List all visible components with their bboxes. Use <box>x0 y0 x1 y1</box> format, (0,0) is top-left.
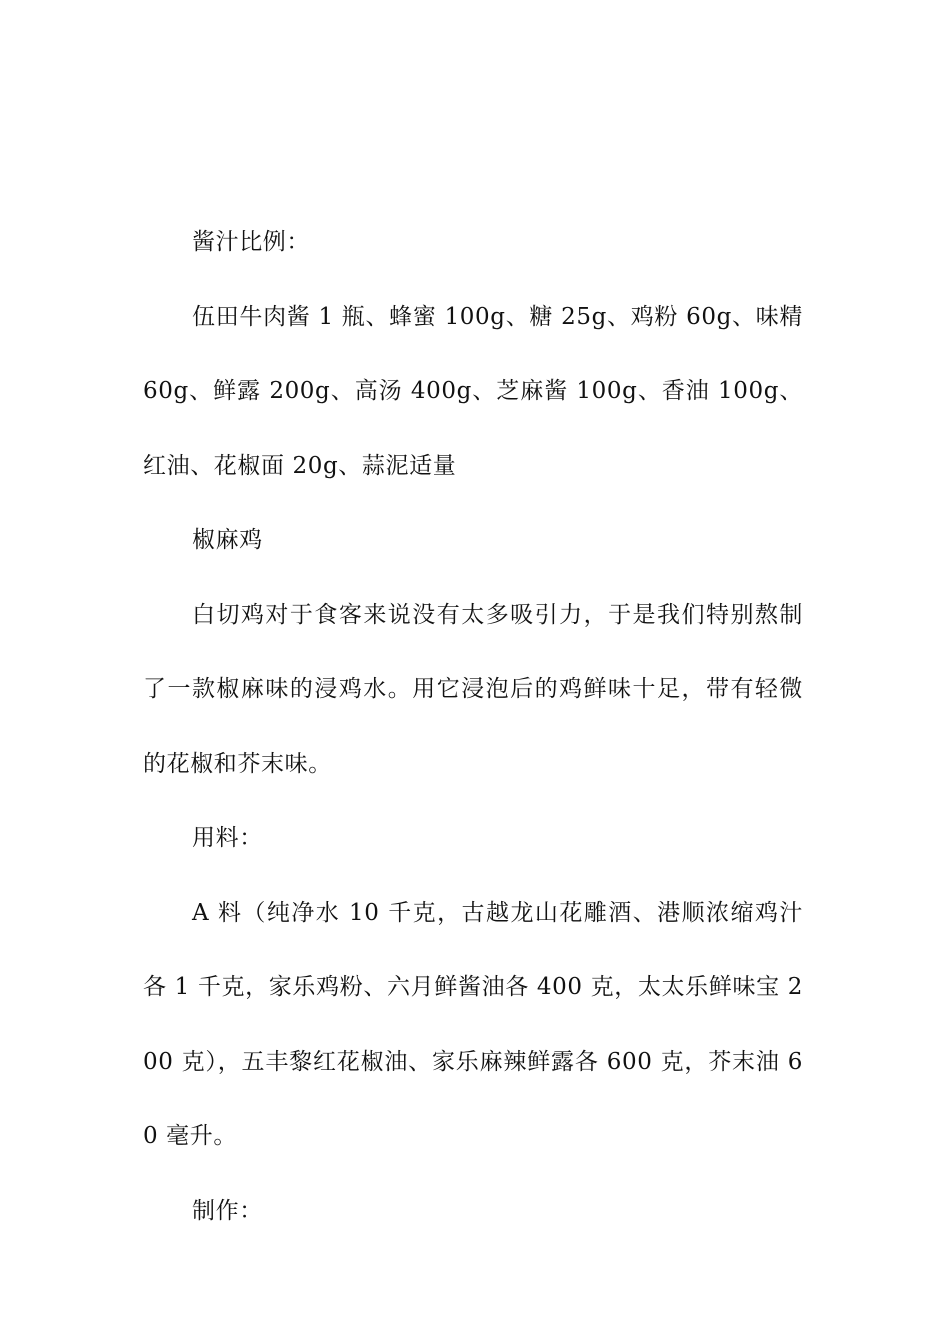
dish-description-paragraph: 白切鸡对于食客来说没有太多吸引力，于是我们特别熬制了一款椒麻味的浸鸡水。用它浸泡后的鸡鲜味十足，带有轻微的花椒和芥末味。 <box>143 601 803 777</box>
sauce-ratio-heading: 酱汁比例： <box>192 229 310 255</box>
sauce-ingredients-paragraph: 伍田牛肉酱 1 瓶、蜂蜜 100g、糖 25g、鸡粉 60g、味精 60g、鲜露 200g、高汤 400g、芝麻酱 100g、香油 100g、红油、花椒面 20g、蒜泥适量 <box>143 303 803 479</box>
ingredients-heading: 用料： <box>192 825 263 851</box>
ingredients-paragraph: A 料（纯净水 10 千克，古越龙山花雕酒、港顺浓缩鸡汁各 1 千克，家乐鸡粉、六月鲜酱油各 400 克，太太乐鲜味宝 200 克），五丰黎红花椒油、家乐麻辣鲜露各 600 克，芥末油 60 毫升。 <box>143 899 803 1149</box>
dish-title: 椒麻鸡 <box>192 527 263 553</box>
preparation-heading: 制作： <box>192 1197 263 1224</box>
document-body <box>143 205 803 1248</box>
